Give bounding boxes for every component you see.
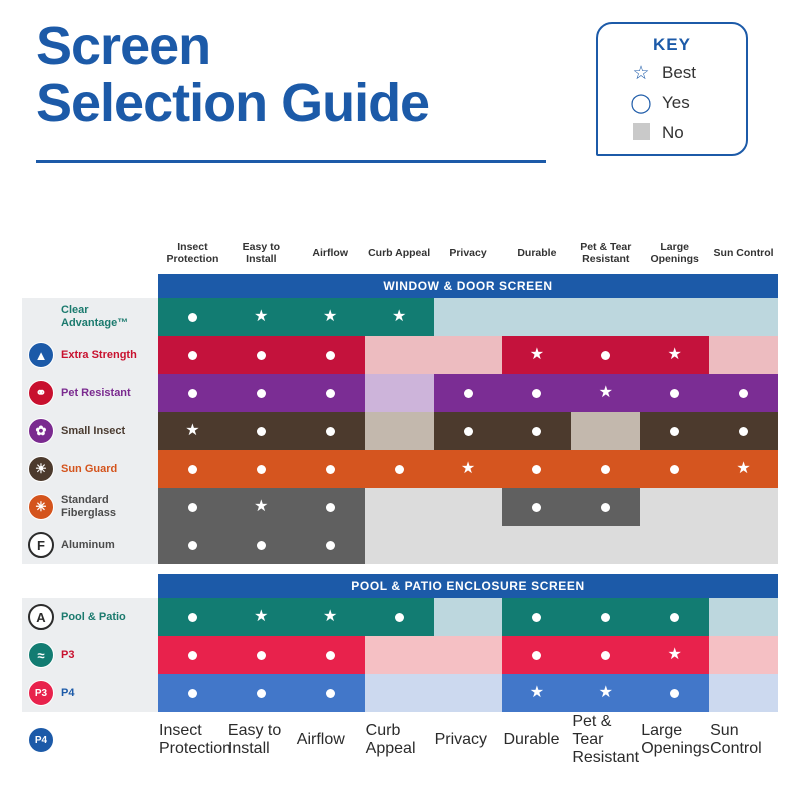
star-icon: ★ bbox=[323, 608, 338, 625]
row-label bbox=[22, 526, 158, 564]
star-icon: ★ bbox=[529, 684, 545, 701]
key-item-yes bbox=[628, 91, 746, 115]
table-row[interactable] bbox=[22, 374, 778, 412]
cell-4-4 bbox=[434, 450, 503, 488]
key-item-no bbox=[628, 121, 746, 145]
p4-icon: P4 bbox=[28, 727, 54, 753]
row-label bbox=[22, 412, 158, 450]
cell-3-4 bbox=[434, 412, 503, 450]
row-label bbox=[22, 636, 158, 674]
badge-empty bbox=[28, 304, 54, 330]
cell-2-6 bbox=[571, 674, 640, 712]
dot-icon bbox=[326, 389, 335, 398]
cell-2-5 bbox=[502, 674, 571, 712]
cell-1-6 bbox=[571, 336, 640, 374]
cell-2-8 bbox=[709, 374, 778, 412]
dot-icon bbox=[670, 389, 679, 398]
section-spacer bbox=[22, 274, 158, 298]
cell-2-5 bbox=[502, 374, 571, 412]
row-label bbox=[22, 374, 158, 412]
star-icon: ★ bbox=[667, 346, 682, 363]
footer-column-header-2: Airflow bbox=[296, 731, 345, 748]
cell-3-1 bbox=[227, 412, 296, 450]
cell-0-2 bbox=[296, 298, 365, 336]
badge-f: F bbox=[28, 532, 54, 558]
cell-1-2 bbox=[296, 336, 365, 374]
cell-5-2 bbox=[296, 488, 365, 526]
cell-0-1 bbox=[227, 598, 296, 636]
table-row[interactable] bbox=[22, 336, 778, 374]
dot-icon bbox=[739, 389, 748, 398]
dot-icon bbox=[257, 427, 266, 436]
cell-4-7 bbox=[640, 450, 709, 488]
footer-column-header-8: Sun Control bbox=[710, 722, 762, 757]
star-icon: ★ bbox=[185, 422, 200, 439]
key-title: KEY bbox=[653, 35, 691, 54]
cell-2-1 bbox=[227, 374, 296, 412]
dot-icon bbox=[257, 689, 266, 698]
cell-0-6 bbox=[571, 298, 640, 336]
dot-icon bbox=[532, 503, 541, 512]
title-line-1: Screen bbox=[36, 16, 211, 76]
dot-icon bbox=[188, 689, 197, 698]
cell-2-2 bbox=[296, 674, 365, 712]
cell-2-1 bbox=[227, 674, 296, 712]
dot-icon bbox=[326, 541, 335, 550]
section-spacer bbox=[22, 574, 158, 598]
cell-1-4 bbox=[434, 336, 503, 374]
cell-2-7 bbox=[640, 374, 709, 412]
waves-icon: ≈ bbox=[28, 642, 54, 668]
cell-5-0 bbox=[158, 488, 227, 526]
key-label-yes: Yes bbox=[662, 93, 690, 112]
dot-icon bbox=[188, 651, 197, 660]
cell-2-8 bbox=[709, 674, 778, 712]
sun-icon: ☀ bbox=[28, 456, 54, 482]
cell-1-8 bbox=[709, 336, 778, 374]
dot-icon bbox=[670, 613, 679, 622]
dot-icon bbox=[464, 389, 473, 398]
dot-icon bbox=[326, 689, 335, 698]
cell-4-3 bbox=[365, 450, 434, 488]
footer-column-header-3: Curb Appeal bbox=[365, 722, 416, 757]
cell-0-4 bbox=[434, 298, 503, 336]
table-row[interactable] bbox=[22, 450, 778, 488]
circle-icon: ◯ bbox=[630, 92, 652, 114]
star-icon: ★ bbox=[736, 460, 751, 477]
dot-icon bbox=[670, 689, 679, 698]
page-title bbox=[36, 18, 566, 131]
dot-icon bbox=[188, 351, 197, 360]
dot-icon bbox=[395, 613, 404, 622]
dot-icon bbox=[532, 651, 541, 660]
cell-6-0 bbox=[158, 526, 227, 564]
row-label-text: Standard Fiberglass bbox=[61, 494, 117, 519]
cell-2-0 bbox=[158, 674, 227, 712]
cell-0-3 bbox=[365, 598, 434, 636]
cell-0-4 bbox=[434, 598, 503, 636]
star-icon: ★ bbox=[254, 608, 269, 625]
row-label bbox=[22, 674, 158, 712]
table-row[interactable] bbox=[22, 526, 778, 564]
section-title: WINDOW & DOOR SCREEN bbox=[158, 274, 778, 298]
footer-header-row bbox=[22, 712, 778, 768]
spacer-header-row bbox=[22, 564, 778, 574]
page-header bbox=[0, 0, 800, 180]
cell-1-0 bbox=[158, 336, 227, 374]
cell-2-3 bbox=[365, 674, 434, 712]
star-icon: ★ bbox=[391, 308, 407, 325]
cell-0-0 bbox=[158, 598, 227, 636]
dot-icon bbox=[670, 427, 679, 436]
dot-icon bbox=[326, 651, 335, 660]
cell-1-3 bbox=[365, 636, 434, 674]
comparison-table bbox=[22, 232, 778, 768]
cell-6-2 bbox=[296, 526, 365, 564]
cell-6-8 bbox=[709, 526, 778, 564]
cell-4-1 bbox=[227, 450, 296, 488]
cell-3-6 bbox=[571, 412, 640, 450]
cell-2-6 bbox=[571, 374, 640, 412]
cell-1-0 bbox=[158, 636, 227, 674]
section-row bbox=[22, 274, 778, 298]
cell-3-5 bbox=[502, 412, 571, 450]
cell-5-3 bbox=[365, 488, 434, 526]
cell-0-5 bbox=[502, 298, 571, 336]
cell-6-4 bbox=[434, 526, 503, 564]
star-icon: ★ bbox=[667, 646, 682, 663]
cell-3-3 bbox=[365, 412, 434, 450]
cell-3-8 bbox=[709, 412, 778, 450]
table-row[interactable] bbox=[22, 598, 778, 636]
column-header-2: Airflow bbox=[296, 232, 365, 274]
cell-1-4 bbox=[434, 636, 503, 674]
dot-icon bbox=[464, 427, 473, 436]
star-icon: ☆ bbox=[632, 62, 650, 84]
cell-1-8 bbox=[709, 636, 778, 674]
footer-column-header-0: Insect Protection bbox=[159, 722, 232, 757]
burst-icon: ✳ bbox=[28, 494, 54, 520]
column-header-6: Pet & Tear Resistant bbox=[571, 232, 640, 274]
cell-0-6 bbox=[571, 598, 640, 636]
table-row[interactable] bbox=[22, 674, 778, 712]
cell-5-5 bbox=[502, 488, 571, 526]
dot-icon bbox=[188, 541, 197, 550]
cell-3-2 bbox=[296, 412, 365, 450]
cell-6-1 bbox=[227, 526, 296, 564]
dot-icon bbox=[601, 351, 610, 360]
dot-icon bbox=[326, 465, 335, 474]
cell-1-3 bbox=[365, 336, 434, 374]
dot-icon bbox=[188, 613, 197, 622]
dot-icon bbox=[188, 465, 197, 474]
section-row bbox=[22, 574, 778, 598]
column-header-0: Insect Protection bbox=[158, 232, 227, 274]
dot-icon bbox=[601, 613, 610, 622]
cell-1-5 bbox=[502, 336, 571, 374]
cell-1-1 bbox=[227, 636, 296, 674]
row-label-text: Pet Resistant bbox=[61, 386, 131, 399]
dot-icon bbox=[188, 503, 197, 512]
cell-0-8 bbox=[709, 598, 778, 636]
cell-0-7 bbox=[640, 598, 709, 636]
star-icon: ★ bbox=[598, 384, 613, 401]
footer-column-header-5: Durable bbox=[503, 731, 560, 748]
dot-icon bbox=[532, 389, 541, 398]
star-icon: ★ bbox=[529, 346, 545, 363]
cell-2-7 bbox=[640, 674, 709, 712]
row-label bbox=[22, 450, 158, 488]
dot-icon bbox=[257, 651, 266, 660]
cell-0-2 bbox=[296, 598, 365, 636]
dot-icon bbox=[601, 503, 610, 512]
cell-1-7 bbox=[640, 636, 709, 674]
dot-icon bbox=[395, 465, 404, 474]
dot-icon bbox=[257, 389, 266, 398]
key-legend bbox=[596, 22, 748, 156]
row-label-text: Aluminum bbox=[61, 538, 115, 551]
cell-3-0 bbox=[158, 412, 227, 450]
dot-icon bbox=[257, 351, 266, 360]
cell-5-1 bbox=[227, 488, 296, 526]
cell-0-0 bbox=[158, 298, 227, 336]
column-header-1: Easy to Install bbox=[227, 232, 296, 274]
star-icon: ★ bbox=[254, 308, 269, 325]
cell-1-5 bbox=[502, 636, 571, 674]
column-header-4: Privacy bbox=[434, 232, 503, 274]
dot-icon bbox=[326, 427, 335, 436]
column-header-7: Large Openings bbox=[640, 232, 709, 274]
key-item-best bbox=[628, 61, 746, 85]
row-label-text: Clear Advantage™ bbox=[61, 304, 129, 329]
dot-icon bbox=[532, 427, 541, 436]
footer-column-header-6: Pet & Tear Resistant bbox=[572, 713, 640, 766]
key-label-no: No bbox=[662, 123, 684, 142]
dot-icon bbox=[670, 465, 679, 474]
footer-column-header-4: Privacy bbox=[434, 731, 488, 748]
badge-a: A bbox=[28, 604, 54, 630]
cell-4-0 bbox=[158, 450, 227, 488]
title-line-2: Selection Guide bbox=[36, 72, 430, 133]
cell-0-8 bbox=[709, 298, 778, 336]
dot-icon bbox=[601, 465, 610, 474]
cell-6-5 bbox=[502, 526, 571, 564]
section-title: POOL & PATIO ENCLOSURE SCREEN bbox=[158, 574, 778, 598]
paw-icon: ✿ bbox=[28, 418, 54, 444]
footer-badge-cell bbox=[22, 712, 158, 768]
cell-0-1 bbox=[227, 298, 296, 336]
row-label-text: Sun Guard bbox=[61, 462, 118, 475]
cell-0-3 bbox=[365, 298, 434, 336]
dot-icon bbox=[532, 465, 541, 474]
column-header-3: Curb Appeal bbox=[365, 232, 434, 274]
cell-1-1 bbox=[227, 336, 296, 374]
top-header-row bbox=[22, 232, 778, 274]
cell-1-7 bbox=[640, 336, 709, 374]
star-icon: ★ bbox=[598, 684, 613, 701]
footer-column-header-7: Large Openings bbox=[641, 722, 710, 757]
corner-cell bbox=[22, 232, 158, 274]
dot-icon bbox=[601, 651, 610, 660]
row-label-text: P3 bbox=[61, 648, 75, 661]
dot-icon bbox=[739, 427, 748, 436]
star-icon: ★ bbox=[254, 498, 269, 515]
mountain-icon: ▲ bbox=[28, 342, 54, 368]
table-row[interactable] bbox=[22, 488, 778, 526]
cell-2-2 bbox=[296, 374, 365, 412]
cell-5-8 bbox=[709, 488, 778, 526]
table-row[interactable] bbox=[22, 412, 778, 450]
dot-icon bbox=[326, 503, 335, 512]
cell-4-6 bbox=[571, 450, 640, 488]
star-icon: ★ bbox=[460, 460, 476, 477]
column-header-5: Durable bbox=[502, 232, 571, 274]
dot-icon bbox=[257, 541, 266, 550]
corner-cell bbox=[22, 564, 158, 574]
cell-6-3 bbox=[365, 526, 434, 564]
cell-1-2 bbox=[296, 636, 365, 674]
cell-4-2 bbox=[296, 450, 365, 488]
square-icon bbox=[628, 123, 654, 144]
cell-6-7 bbox=[640, 526, 709, 564]
cell-4-8 bbox=[709, 450, 778, 488]
key-label-best: Best bbox=[662, 63, 697, 82]
cell-5-6 bbox=[571, 488, 640, 526]
cell-0-5 bbox=[502, 598, 571, 636]
row-label bbox=[22, 488, 158, 526]
row-label-text: P4 bbox=[61, 686, 75, 699]
row-label-text: Pool & Patio bbox=[61, 610, 126, 623]
cell-4-5 bbox=[502, 450, 571, 488]
title-divider bbox=[36, 160, 546, 163]
dot-icon bbox=[188, 313, 197, 322]
row-label bbox=[22, 298, 158, 336]
dot-icon bbox=[188, 389, 197, 398]
cell-2-4 bbox=[434, 374, 503, 412]
table-row[interactable] bbox=[22, 636, 778, 674]
star-icon: ★ bbox=[323, 308, 338, 325]
table-row[interactable] bbox=[22, 298, 778, 336]
dot-icon bbox=[326, 351, 335, 360]
p3-icon: P3 bbox=[28, 680, 54, 706]
dot-icon bbox=[257, 465, 266, 474]
cell-1-6 bbox=[571, 636, 640, 674]
footer-column-header-1: Easy to Install bbox=[227, 722, 282, 757]
cell-2-0 bbox=[158, 374, 227, 412]
cell-2-3 bbox=[365, 374, 434, 412]
cell-5-7 bbox=[640, 488, 709, 526]
dot-icon bbox=[532, 613, 541, 622]
paw-link-icon: ⚭ bbox=[28, 380, 54, 406]
row-label bbox=[22, 598, 158, 636]
cell-0-7 bbox=[640, 298, 709, 336]
cell-2-4 bbox=[434, 674, 503, 712]
row-label bbox=[22, 336, 158, 374]
cell-6-6 bbox=[571, 526, 640, 564]
cell-5-4 bbox=[434, 488, 503, 526]
column-header-8: Sun Control bbox=[709, 232, 778, 274]
cell-3-7 bbox=[640, 412, 709, 450]
row-label-text: Extra Strength bbox=[61, 348, 137, 361]
row-label-text: Small Insect bbox=[61, 424, 126, 437]
